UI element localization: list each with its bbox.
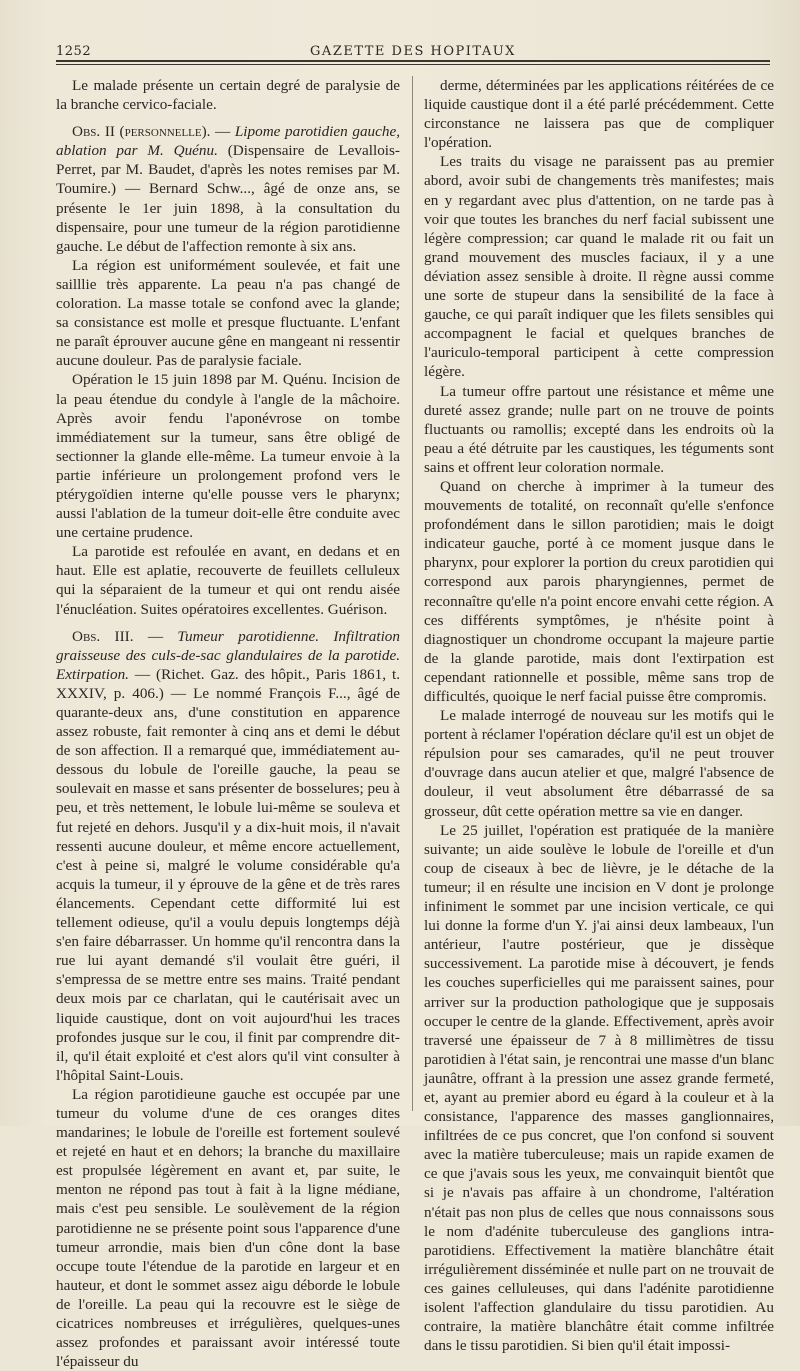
header-rule <box>56 60 770 62</box>
paragraph-text: — (Richet. Gaz. des hôpit., Paris 1861, t. XXXIV, p. 406.) — Le nommé François F..., âgé de quarante-deux ans, d'une constitution en apparence assez robuste, fait remonter à cinq ans et demi le début de son affection. Il a remarqué que, immédiatement au-dessous du lobule de l'oreille gauche, la peau se soulevait en masse et sans présenter de bosselures; peu à peu, et très nettement, le lobule lui-même se souleva et fut rejeté en dehors. Jusqu'il y a dix-huit mois, il n'avait ressenti aucune douleur, et même encore actuellement, c'est à peine si, malgré le volume considérable qu'a acquis la tumeur, il y éprouve de la gêne et de très rares élancements. Cependant cette difformité lui est tellement odieuse, qu'il a voulu depuis longtemps déjà s'en faire débarrasser. Un homme qu'il rencontra dans la rue lui ayant demandé s'il voulait être guéri, il s'empressa de se mettre entre ses mains. Traité pendant deux mois par ce charlatan, qui le cautérisait avec un liquide caustique, dont on voit aujourd'hui les traces profondes jusque sur le cou, il finit par comprendre dit-il, qu'il était exploité et c'est alors qu'il vint consulter à l'hôpital Saint-Louis. <box>56 665 400 1084</box>
column-divider <box>412 76 413 1111</box>
page-number: 1252 <box>56 44 92 59</box>
paragraph-text: Le malade présente un certain degré de paralysie de la branche cervico-faciale. <box>56 77 400 114</box>
paragraph <box>56 542 400 618</box>
paragraph <box>56 627 400 1085</box>
paragraph-text: Opération le 15 juin 1898 par M. Quénu. Incision de la peau étendue du condyle à l'angle de la mâchoire. Après avoir fendu l'aponévrose on tombe immédiatement sur la tumeur, sans être obligé de sectionner la glande elle-même. La tumeur envoie à la partie inférieure un prolongement profond vers le ptérygoïdien interne qu'elle pousse vers le pharynx; aussi l'ablation de la tumeur doit-elle être conduite avec une certaine prudence. <box>56 371 400 542</box>
paragraph <box>56 370 400 542</box>
paragraph-text: La tumeur offre partout une résistance et même une dureté assez grande; nulle part on ne trouve de points fluctuants ou ramollis; excepté dans les endroits où la peau a été détruite par les caustiques, les téguments sont sains et offrent leur coloration normale. <box>424 382 774 476</box>
paragraph-text: Le malade interrogé de nouveau sur les motifs qui le portent à réclamer l'opération déclare qu'il est un objet de répulsion pour ses camarades, qu'il ne peut trouver d'ouvrage dans aucun atelier et que, malgré l'absence de douleur, il veut absolument être débarrassé de sa grosseur, dût cette opération mettre sa vie en danger. <box>424 707 774 820</box>
paragraph <box>56 256 400 371</box>
paragraph <box>424 706 774 821</box>
paragraph-text: La région est uniformément soulevée, et fait une sailllie très apparente. La peau n'a pas changé de coloration. La masse totale se confond avec la glande; sa consistance est molle et presque fluctuante. L'enfant ne paraît éprouver aucune gêne en mangeant ni ressentir aucune douleur. Pas de paralysie faciale. <box>56 256 400 370</box>
left-column <box>56 76 400 1371</box>
paragraph <box>424 382 774 477</box>
paragraph <box>424 477 774 706</box>
paragraph-text: La parotide est refoulée en avant, en dedans et en haut. Elle est aplatie, recouverte de feuillets celluleux qui la séparaient de la tumeur et qui ont rendu aisée l'énucléation. Suites opératoires excellentes. Guérison. <box>56 543 400 618</box>
paragraph <box>56 122 400 256</box>
paragraph-text: Le 25 juillet, l'opération est pratiquée de la manière suivante; un aide soulève le lobule de l'oreille et d'un coup de ciseaux à bec de lièvre, je le détache de la tumeur; il en résulte une incision en V dont je prolonge infiniment le sommet par une incision verticale, ce qui lui donne la forme d'un Y. j'ai ainsi deux lambeaux, l'un antérieur, l'autre postérieur, que je dissèque successivement. La parotide mise à découvert, je fends les couches superficielles qui me paraissent saines, pour arriver sur la production pathologique que je supposais occuper le centre de la glande. Effectivement, après avoir traversé une épaisseur de 7 à 8 millimètres de tissu parotidien à l'état sain, je rencontrai une masse d'un blanc jaunâtre, offrant à la pression une assez grande fermeté, et, ayant au premier abord eu égard à la couleur et à la consistance, l'apparence des masses ganglionnaires, infiltrées de ce pus concret, que l'on confond si souvent avec la matière tuberculeuse; mais un rapide examen de ce que j'avais sous les yeux, me convainquit bientôt que si je n'avais pas affaire à un chondrome, l'altération n'était pas non plus de celles que nous connaissons sous le nom d'adénite tuberculeuse des ganglions intra-parotidiens. Effectivement la matière blanchâtre était irrégulièrement disséminée et nulle part on ne trouvait de ces gaines celluleuses, qui dans l'adénite parotidienne isolent l'affection glandulaire du tissu parotidien. Au contraire, la matière blanchâtre était comme infiltrée dans le tissu parotidien. Si bien qu'il était impossi- <box>424 821 774 1355</box>
paragraph <box>424 821 774 1356</box>
running-title: GAZETTE DES HOPITAUX <box>310 44 516 59</box>
paragraph-text: (Dispensaire de Levallois-Perret, par M. Baudet, d'après les notes remises par M. Toumire.) — Bernard Schw..., âgé de onze ans, se présente le 1er juin 1898, à la consultation du dispensaire, pour une tumeur de la région parotidienne gauche. Le début de l'affection remonte à six ans. <box>56 142 400 255</box>
paragraph <box>56 1085 400 1371</box>
paragraph-text: Les traits du visage ne paraissent pas au premier abord, avoir subi de changements très manifestes; mais en y regardant avec plus d'attention, on ne tarde pas à voir que toutes les branches du nerf facial subissent une légère compression; car quand le malade rit ou fait un grand mouvement des muscles faciaux, il y a une déviation assez sensible à droite. Il règne aussi comme une sorte de stupeur dans la sensibilité de la face à gauche, ce qui paraît indiquer que les filets sensibles qui accompagnent le facial et quelques branches de l'auriculo-temporal participent à cette compression légère. <box>424 153 774 381</box>
paragraph-text: La région parotidieune gauche est occupée par une tumeur du volume d'une de ces oranges dites mandarines; le lobule de l'oreille est fortement soulevé et rejeté en haut et en dehors; la branche du maxillaire est propulsée légèrement en avant et, par suite, le menton ne répond pas tout à fait à la ligne médiane, mais c'est peu sensible. Le soulèvement de la région parotidienne ne se présente point sous l'apparence d'une tumeur arrondie, mais bien d'un cône dont la base occupe toute l'étendue de la parotide en largeur et en hauteur, et dont le sommet assez aigu déborde le lobule de l'oreille. La peau qui la recouvre est le siège de cicatrices nombreuses et irrégulières, quelques-unes assez profondes et paraissant avoir intéressé toute l'épaisseur du <box>56 1085 400 1371</box>
observation-heading: Obs. III. — <box>72 627 178 645</box>
observation-title: Tumeur parotidienne. Infiltration graisseuse des culs-de-sac glandulaires de la parotide. Extirpation. <box>56 627 400 683</box>
paragraph <box>424 76 774 152</box>
observation-heading: Obs. II (personnelle). — <box>72 123 235 141</box>
paragraph-text: Quand on cherche à imprimer à la tumeur des mouvements de totalité, on reconnaît qu'elle s'enfonce profondément dans le sillon parotidien; mais le doigt indicateur gauche, porté à ce moment jusque dans le pharynx, pour explorer la portion du creux parotidien qui correspond aux parois pharyngiennes, permet de reconnaître qu'elle n'a point encore envahi cette région. A ces différents symptômes, je n'hésite point à diagnostiquer un chondrome occupant la majeure partie de la glande parotide, mais dont l'extirpation est cependant rationnelle et possible, même sans trop de difficultés, quoique le nerf facial puisse être compromis. <box>424 477 774 705</box>
paragraph-text: derme, déterminées par les applications réitérées de ce liquide caustique dont il a été parlé précédemment. Cette circonstance ne laissera pas que de compliquer l'opération. <box>424 77 774 152</box>
observation-title: Lipome parotidien gauche, ablation par M. Quénu. <box>56 123 400 160</box>
paragraph <box>56 76 400 114</box>
paragraph <box>424 152 774 381</box>
right-column <box>424 76 774 1355</box>
header-rule-thin <box>56 64 770 65</box>
